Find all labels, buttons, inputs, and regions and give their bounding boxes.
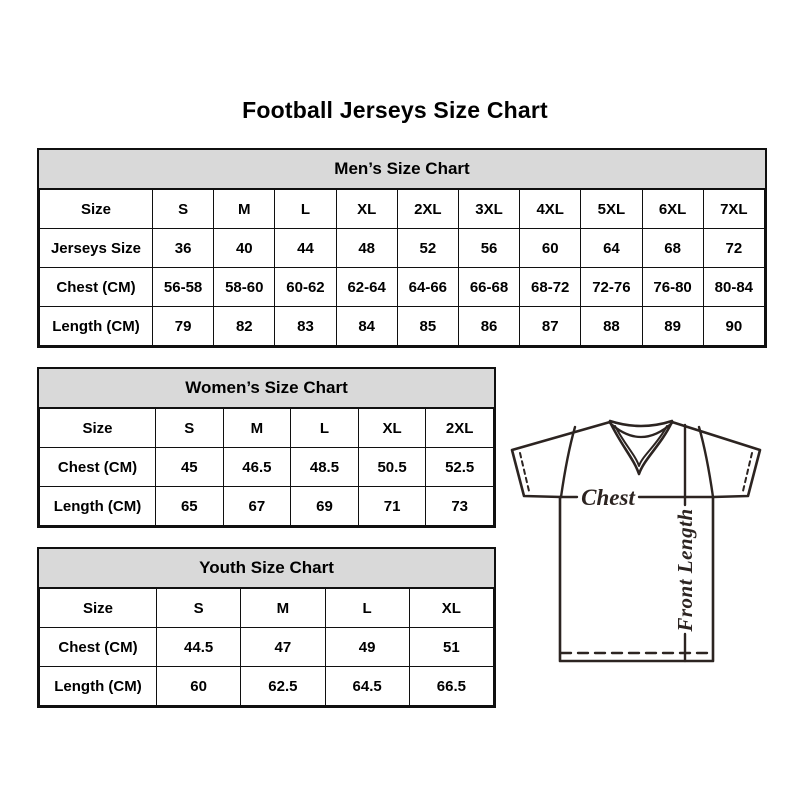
jersey-right-seam — [699, 427, 713, 497]
column-header-cell: Size — [40, 589, 157, 628]
value-cell: 84 — [336, 307, 397, 346]
value-cell: 60 — [157, 667, 241, 706]
value-cell: 45 — [156, 448, 224, 487]
value-cell: 49 — [325, 628, 409, 667]
mens-table-title: Men’s Size Chart — [39, 150, 765, 189]
value-cell: 82 — [214, 307, 275, 346]
value-cell: 62-64 — [336, 268, 397, 307]
value-cell: 86 — [458, 307, 519, 346]
value-cell: 64.5 — [325, 667, 409, 706]
jersey-measurement-diagram — [497, 403, 777, 673]
row-label-cell: Length (CM) — [40, 307, 153, 346]
table-row — [40, 409, 494, 448]
table-row — [40, 190, 765, 229]
column-header-cell: Size — [40, 409, 156, 448]
value-cell: 47 — [241, 628, 325, 667]
womens-size-chart-table — [37, 367, 496, 528]
column-header-cell: S — [153, 190, 214, 229]
mens-size-chart-table — [37, 148, 767, 348]
value-cell: 60-62 — [275, 268, 336, 307]
column-header-cell: L — [275, 190, 336, 229]
mens-table-grid — [39, 189, 765, 346]
value-cell: 52.5 — [426, 448, 494, 487]
column-header-cell: L — [291, 409, 359, 448]
value-cell: 40 — [214, 229, 275, 268]
column-header-cell: 7XL — [703, 190, 764, 229]
row-label-cell: Jerseys Size — [40, 229, 153, 268]
table-row — [40, 229, 765, 268]
value-cell: 85 — [397, 307, 458, 346]
value-cell: 89 — [642, 307, 703, 346]
column-header-cell: S — [156, 409, 224, 448]
value-cell: 51 — [409, 628, 493, 667]
row-label-cell: Length (CM) — [40, 487, 156, 526]
column-header-cell: XL — [336, 190, 397, 229]
value-cell: 67 — [223, 487, 291, 526]
table-row — [40, 589, 494, 628]
value-cell: 66-68 — [458, 268, 519, 307]
value-cell: 52 — [397, 229, 458, 268]
value-cell: 68 — [642, 229, 703, 268]
value-cell: 71 — [358, 487, 426, 526]
column-header-cell: M — [241, 589, 325, 628]
column-header-cell: M — [223, 409, 291, 448]
value-cell: 56 — [458, 229, 519, 268]
value-cell: 36 — [153, 229, 214, 268]
value-cell: 64-66 — [397, 268, 458, 307]
table-row — [40, 487, 494, 526]
value-cell: 64 — [581, 229, 642, 268]
value-cell: 44 — [275, 229, 336, 268]
table-row — [40, 448, 494, 487]
youth-size-chart-table — [37, 547, 496, 708]
womens-table-grid — [39, 408, 494, 526]
value-cell: 60 — [520, 229, 581, 268]
row-label-cell: Chest (CM) — [40, 628, 157, 667]
column-header-cell: M — [214, 190, 275, 229]
column-header-cell: S — [157, 589, 241, 628]
column-header-cell: 5XL — [581, 190, 642, 229]
table-row — [40, 268, 765, 307]
value-cell: 88 — [581, 307, 642, 346]
value-cell: 44.5 — [157, 628, 241, 667]
front-length-label: Front Length — [673, 508, 697, 632]
value-cell: 62.5 — [241, 667, 325, 706]
value-cell: 83 — [275, 307, 336, 346]
table-row — [40, 628, 494, 667]
table-row — [40, 667, 494, 706]
value-cell: 58-60 — [214, 268, 275, 307]
column-header-cell: 6XL — [642, 190, 703, 229]
value-cell: 68-72 — [520, 268, 581, 307]
value-cell: 76-80 — [642, 268, 703, 307]
column-header-cell: 2XL — [397, 190, 458, 229]
youth-table-grid — [39, 588, 494, 706]
value-cell: 87 — [520, 307, 581, 346]
womens-table-title: Women’s Size Chart — [39, 369, 494, 408]
column-header-cell: 2XL — [426, 409, 494, 448]
value-cell: 73 — [426, 487, 494, 526]
value-cell: 90 — [703, 307, 764, 346]
value-cell: 46.5 — [223, 448, 291, 487]
column-header-cell: 3XL — [458, 190, 519, 229]
value-cell: 66.5 — [409, 667, 493, 706]
page-title: Football Jerseys Size Chart — [242, 97, 548, 123]
value-cell: 48 — [336, 229, 397, 268]
value-cell: 56-58 — [153, 268, 214, 307]
value-cell: 72-76 — [581, 268, 642, 307]
chest-label: Chest — [581, 484, 635, 510]
row-label-cell: Chest (CM) — [40, 448, 156, 487]
value-cell: 79 — [153, 307, 214, 346]
row-label-cell: Chest (CM) — [40, 268, 153, 307]
value-cell: 72 — [703, 229, 764, 268]
column-header-cell: XL — [358, 409, 426, 448]
value-cell: 48.5 — [291, 448, 359, 487]
value-cell: 69 — [291, 487, 359, 526]
jersey-illustration — [497, 403, 777, 673]
column-header-cell: Size — [40, 190, 153, 229]
value-cell: 50.5 — [358, 448, 426, 487]
youth-table-title: Youth Size Chart — [39, 549, 494, 588]
table-row — [40, 307, 765, 346]
jersey-left-seam — [561, 427, 575, 497]
value-cell: 80-84 — [703, 268, 764, 307]
column-header-cell: 4XL — [520, 190, 581, 229]
row-label-cell: Length (CM) — [40, 667, 157, 706]
value-cell: 65 — [156, 487, 224, 526]
column-header-cell: XL — [409, 589, 493, 628]
jersey-collar-rim — [610, 421, 672, 426]
column-header-cell: L — [325, 589, 409, 628]
